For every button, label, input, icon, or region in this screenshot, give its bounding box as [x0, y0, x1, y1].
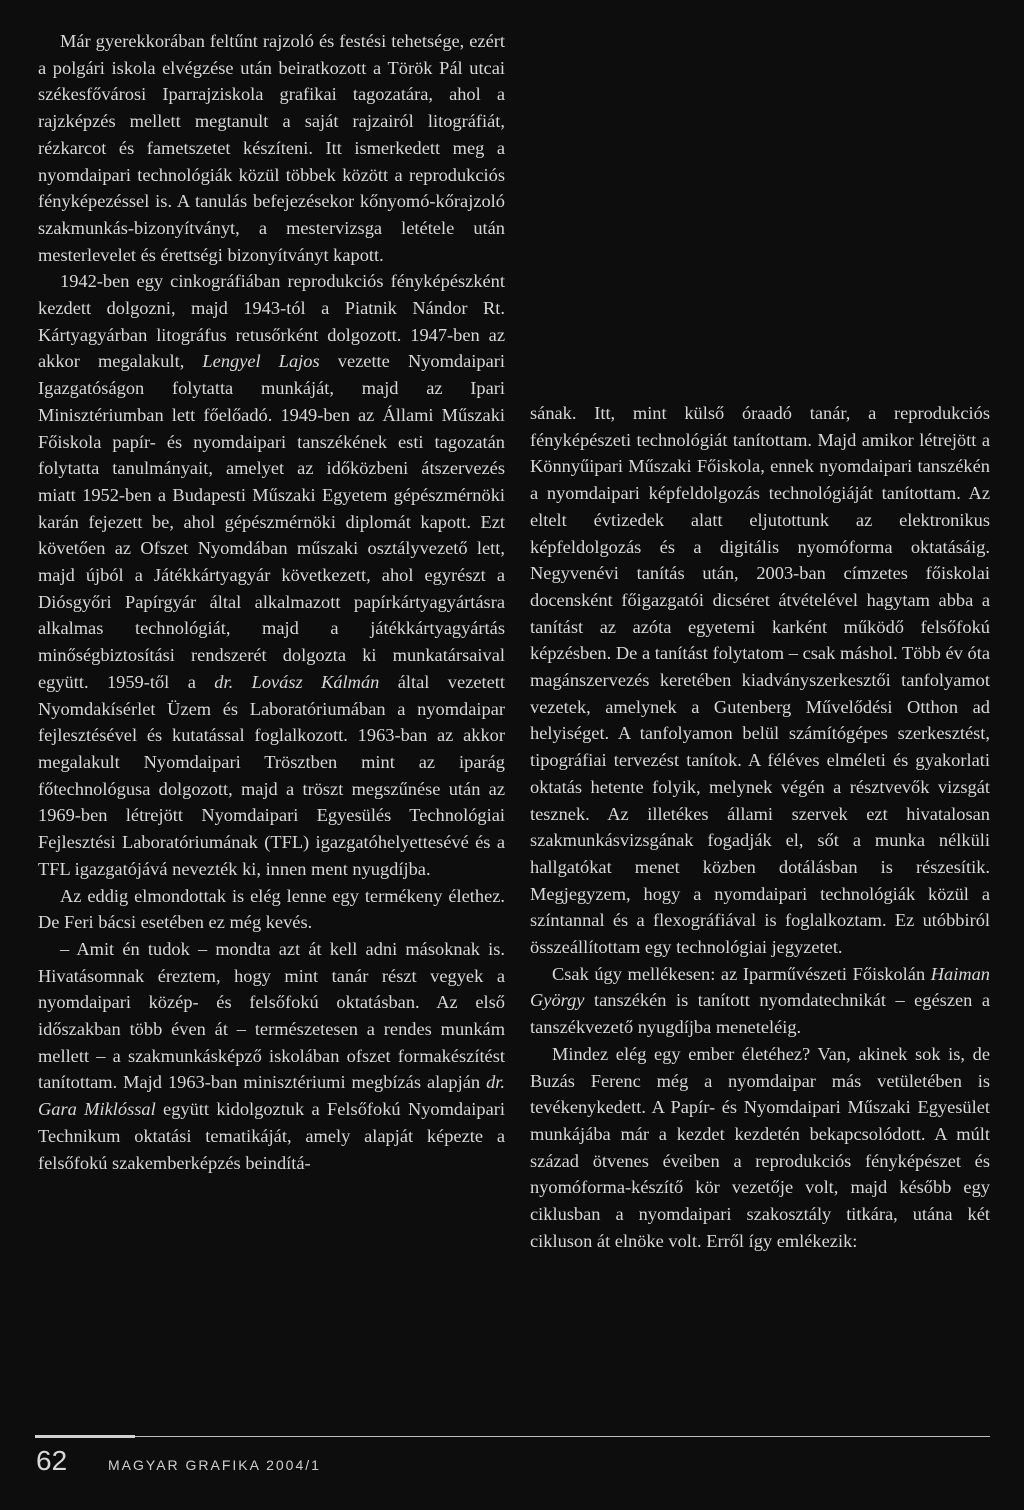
iparmuveszeti-text-1: Csak úgy mellékesen: az Iparművészeti Főiskolán [552, 963, 926, 984]
footer-rule [135, 1436, 990, 1437]
career-text-3: által vezetett Nyomdakísérlet Üzem és Laboratóriumában a nyomdaipar fejlesztésével és kutatással foglalkozott. 1963-ban az akkor megalakult Nyomdaipari Trösztben mint az iparág főtechnológusa dolgozott, majd a tröszt megszűnése után az 1969-ben létrejött Nyomdaipari Egyesülés Technológiai Fejlesztési Laboratóriumának (TFL) igazgatóhelyettesévé és a TFL igazgatójává nevezték ki, innen ment nyugdíjba. [38, 671, 505, 879]
career-text-1: 1942-ben egy cinkográfiában reprodukciós fényképészként kezdett dolgozni, majd 1943-tól a Piatnik Nándor Rt. Kártyagyárban litográfus retusőrként dolgozott. 1947-ben az akkor megalakult, [38, 271, 505, 372]
publication-title: MAGYAR GRAFIKA 2004/1 [108, 1457, 321, 1473]
right-column [530, 400, 990, 1255]
quote-text-1: – Amit én tudok – mondta azt át kell adni másoknak is. Hivatásomnak éreztem, hogy mint tanár részt vegyek a nyomdaipari közép- és felsőfokú oktatásban. Az első időszakban több éven át – természetesen a rendes munkám mellett – a szakmunkásképző iskolában ofszet formakészítést tanítottam. Majd 1963-ban minisztériumi megbízás alapján [38, 938, 505, 1093]
paragraph-quote [38, 936, 505, 1176]
footer-rule-thick [35, 1435, 135, 1438]
title-dr-1: dr. [214, 671, 234, 692]
paragraph-teaching: sának. Itt, mint külső óraadó tanár, a reprodukciós fényképészeti technológiát tanítottam. Majd amikor létrejött a Könnyűipari Műszaki Főiskola, ennek nyomdaipari tanszékén a nyomdaipari képfeldolgozás technológiáját tanítottam. Az eltelt évtizedek alatt eljutottunk az elektronikus képfeldolgozás és a digitális nyomóforma oktatásáig. Negyvenévi tanítás után, 2003-ban címzetes főiskolai docensként főigazgatói dicséret átvételével hagytam abba a tanítást az azóta egyetemi karként működő felsőfokú képzésben. De a tanítást folytatom – csak máshol. Több év óta magánszervezés keretében kiadványszerkesztői tanfolyamot vezetek, amelynek a Gutenberg Művelődési Otthon ad helyiséget. A tanfolyamon belül számítógépes szerkesztést, tipográfiai tervezést tanítok. A féléves elméleti és gyakorlati oktatás hetente folyik, melynek végén a résztvevők vizsgát tesznek. Az illetékes állami szervek ezt hivatalosan szakmunkásvizsgának fogadják el, sőt a munka nélküli hallgatókat menet közben dotálásban is részesítik. Megjegyzem, hogy a nyomdaipari technológiák közül a színtannal és a flexográfiával is foglalkoztam. Ez utóbbiról összeállítottam egy technológiai jegyzetet. [530, 403, 990, 958]
title-dr-2: dr. [486, 1072, 505, 1093]
quote-text-2: együtt kidolgoztuk a Felsőfokú Nyomdaipari Technikum oktatási tematikáját, amely alapját képezte a felsőfokú szakemberképzés beindítá- [38, 1099, 505, 1173]
paragraph-iparmuveszeti [530, 961, 990, 1041]
name-gara-miklos: Gara Miklóssal [38, 1099, 156, 1120]
name-lovasz-kalman: Lovász Kálmán [251, 671, 380, 692]
iparmuveszeti-text-2: tanszékén is tanított nyomdatechnikát – egészen a tanszékvezető nyugdíjba meneteléig. [530, 990, 990, 1038]
paragraph-summary: Az eddig elmondottak is elég lenne egy termékeny élethez. De Feri bácsi esetében ez még kevés. [38, 885, 505, 933]
career-text-2: vezette Nyomdaipari Igazgatóságon folytatta munkáját, majd az Ipari Minisztériumban lett főelőadó. 1949-ben az Állami Műszaki Főiskola papír- és nyomdaipari tanszékének esti tagozatán folytatta tanulmányait, amelyet az időközbeni átszervezés miatt 1952-ben a Budapesti Műszaki Egyetem gépészmérnöki karán fejezett be, ahol gépészmérnöki diplomát kapott. Ezt követően az Ofszet Nyomdában műszaki osztályvezető lett, majd újból a Játékkártyagyár következett, ahol egyrészt a Diósgyőri Papírgyár által alkalmazott papírkártyagyártásra alkalmas technológiát, majd a játékkártyagyártás minőségbiztosítási rendszerét dolgozta ki munkatársaival együtt. 1959-től a [38, 351, 505, 692]
paragraph-early-life: Már gyerekkorában feltűnt rajzoló és festési tehetsége, ezért a polgári iskola elvégzése után beiratkozott a Török Pál utcai székesfővárosi Iparrajziskola grafikai tagozatára, ahol a rajzképzés mellett megtanult a saját rajzairól litográfiát, rézkarcot és fametszetet készíteni. Itt ismerkedett meg a nyomdaipari technológiák közül többek között a reprodukciós fényképezéssel is. A tanulás befejezésekor kőnyomó-kőrajzoló szakmunkás-bizonyítványt, a mestervizsga letétele után mesterlevelet és érettségi bizonyítványt kapott. [38, 31, 505, 265]
page-number: 62 [36, 1445, 68, 1476]
paragraph-association: Mindez elég egy ember életéhez? Van, akinek sok is, de Buzás Ferenc még a nyomdaipar más vetületében is tevékenykedett. A Papír- és Nyomdaipari Műszaki Egyesület munkájába már a kezdet kezdetén bekapcsolódott. A múlt század ötvenes éveiben a reprodukciós fényképészet és nyomóforma-készítő kör vezetője volt, majd később egy ciklusban a nyomdaipari szakosztály titkára, utána két cikluson át elnöke volt. Erről így emlékezik: [530, 1043, 990, 1251]
name-haiman-gyorgy: Haiman György [530, 963, 990, 1011]
paragraph-career [38, 268, 505, 882]
left-column [38, 28, 505, 1176]
name-lengyel-lajos: Lengyel Lajos [202, 351, 320, 372]
